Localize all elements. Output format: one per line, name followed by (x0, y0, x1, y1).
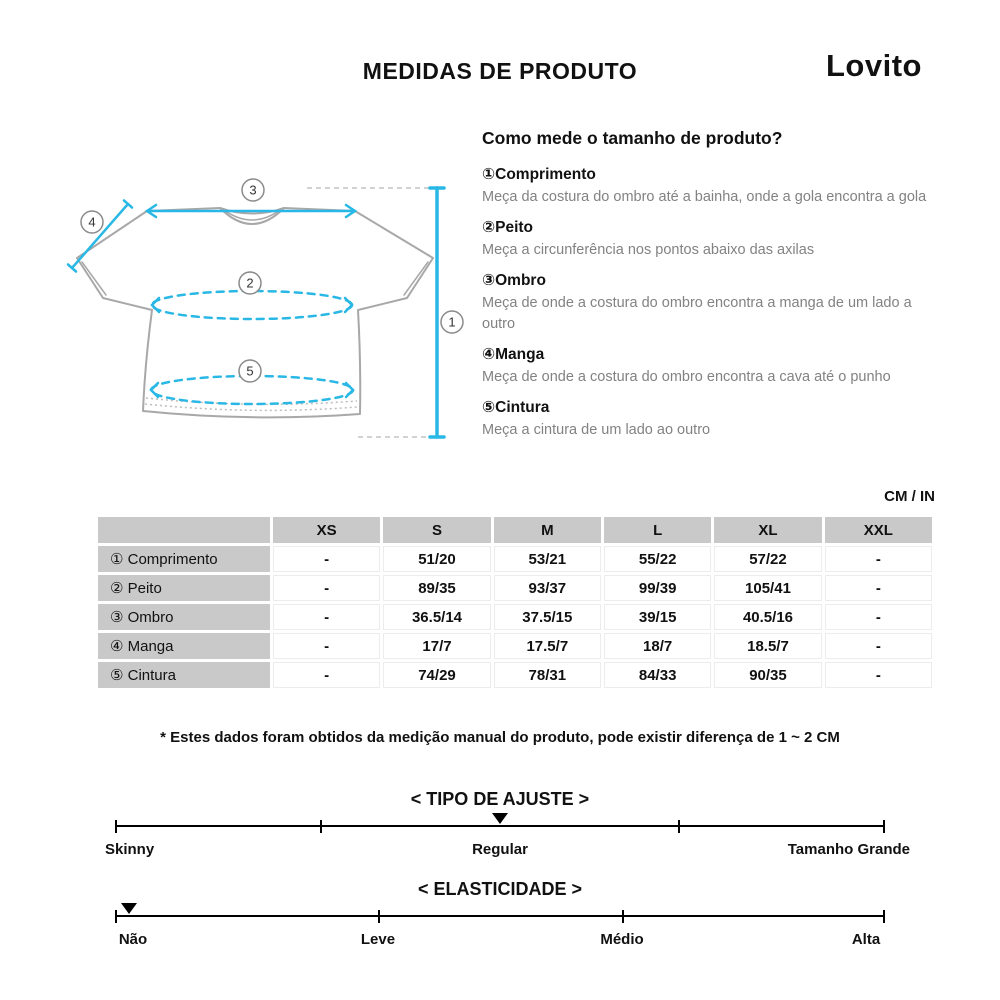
col-header-l: L (604, 517, 711, 543)
cell-value: 17/7 (383, 633, 490, 659)
cell-value: - (273, 604, 380, 630)
fit-scale-title: < TIPO DE AJUSTE > (410, 789, 590, 809)
row-label: ③ Ombro (98, 604, 270, 630)
measure-badge-chest (239, 272, 261, 294)
right-cuff-line (404, 262, 428, 295)
measure-badge-length (441, 311, 463, 333)
tshirt-diagram (55, 158, 475, 458)
fit-tick-end (883, 820, 885, 833)
guide-item-num: ④ (482, 346, 496, 363)
elasticity-tick-medio (622, 910, 624, 923)
cell-value: 53/21 (494, 546, 601, 572)
cell-value: 78/31 (494, 662, 601, 688)
table-corner-cell (98, 517, 270, 543)
cell-value: 57/22 (714, 546, 821, 572)
badge-number: 4 (88, 214, 96, 230)
row-label: ① Comprimento (98, 546, 270, 572)
guide-item-label: Comprimento (495, 166, 596, 183)
cell-value: - (273, 662, 380, 688)
guide-item-label: Ombro (495, 271, 546, 289)
elasticity-label-leve: Leve (360, 931, 396, 948)
tshirt-body-path (77, 208, 433, 417)
measure-badge-shoulder (242, 179, 264, 201)
fit-scale-line (115, 825, 885, 827)
table-row (98, 633, 932, 659)
elasticity-scale-title: < ELASTICIDADE > (417, 879, 583, 899)
waist-arrow-left (151, 383, 158, 397)
chest-ellipse (152, 291, 352, 319)
elasticity-marker-nao (121, 903, 137, 914)
elasticity-label-medio: Médio (600, 931, 644, 948)
cell-value: 90/35 (714, 662, 821, 688)
cell-value: 51/20 (383, 546, 490, 572)
table-row (98, 604, 932, 630)
length-measure-line (430, 188, 444, 437)
cell-value: - (825, 633, 932, 659)
waist-arrow-right (346, 383, 353, 397)
elasticity-scale-line (115, 915, 885, 948)
guide-item-manga (482, 345, 942, 364)
cell-value: 18.5/7 (714, 633, 821, 659)
measure-badge-sleeve (81, 211, 103, 233)
guide-item-desc: Meça da costura do ombro até a bainha, onde a gola encontra a gola (482, 189, 927, 205)
guide-item-cintura (482, 398, 942, 417)
cell-value: 36.5/14 (383, 604, 490, 630)
chest-arrow-left (152, 298, 159, 312)
cell-value: 18/7 (604, 633, 711, 659)
table-row (98, 546, 932, 572)
page-title: MEDIDAS DE PRODUTO (362, 58, 638, 84)
elasticity-tick-end (883, 910, 885, 923)
col-header-xxl: XXL (825, 517, 932, 543)
fit-marker-regular (492, 813, 508, 824)
size-table (95, 514, 935, 691)
shoulder-measure-line (147, 205, 355, 217)
cell-value: 39/15 (604, 604, 711, 630)
cell-value: 74/29 (383, 662, 490, 688)
guide-item-label: Manga (495, 346, 545, 363)
measure-guide (482, 128, 942, 451)
guide-item-ombro (482, 271, 942, 290)
guide-item-desc: Meça de onde a costura do ombro encontra a cava até o punho (482, 369, 891, 385)
guide-item-num: ② (482, 218, 496, 236)
cell-value: - (825, 575, 932, 601)
elasticity-label-nao: Não (118, 931, 148, 948)
table-row (98, 662, 932, 688)
elasticity-tick-leve (378, 910, 380, 923)
guide-item-label: Cintura (495, 398, 550, 416)
row-label: ② Peito (98, 575, 270, 601)
cell-value: 17.5/7 (494, 633, 601, 659)
fit-label-regular: Regular (472, 841, 528, 858)
badge-number: 1 (448, 314, 456, 330)
cell-value: 40.5/16 (714, 604, 821, 630)
elasticity-tick-start (115, 910, 117, 923)
cell-value: 99/39 (604, 575, 711, 601)
unit-label: CM / IN (884, 488, 935, 505)
tshirt-outline (77, 208, 433, 417)
col-header-xs: XS (273, 517, 380, 543)
cell-value: - (825, 662, 932, 688)
guide-item-comprimento (482, 165, 942, 184)
fit-label-tamanho-grande: Tamanho Grande (787, 841, 910, 858)
cell-value: 37.5/15 (494, 604, 601, 630)
measure-badge-waist (239, 360, 261, 382)
elasticity-label-alta: Alta (851, 931, 881, 948)
cell-value: - (273, 575, 380, 601)
row-label: ④ Manga (98, 633, 270, 659)
guide-item-desc: Meça a circunferência nos pontos abaixo das axilas (482, 241, 815, 258)
guide-item-num: ⑤ (482, 398, 496, 416)
chest-arrow-right (345, 298, 352, 312)
chest-measure-ellipse (152, 291, 352, 319)
cell-value: - (273, 546, 380, 572)
guide-item-desc: Meça a cintura de um lado ao outro (482, 421, 711, 438)
measurement-footnote: * Estes dados foram obtidos da medição manual do produto, pode existir diferença de 1 ~ 2 CM (160, 729, 840, 746)
table-header-row (98, 517, 932, 543)
cell-value: 84/33 (604, 662, 711, 688)
guide-item-label: Peito (495, 218, 534, 236)
cell-value: - (273, 633, 380, 659)
cell-value: - (825, 604, 932, 630)
cell-value: 89/35 (383, 575, 490, 601)
guide-item-desc: Meça de onde a costura do ombro encontra a manga de um lado a outro (482, 294, 912, 333)
fit-label-skinny: Skinny (105, 841, 155, 858)
col-header-m: M (494, 517, 601, 543)
col-header-xl: XL (714, 517, 821, 543)
left-cuff-line (82, 262, 106, 295)
badge-number: 5 (246, 363, 254, 379)
fit-tick-mid-left (320, 820, 322, 833)
row-label: ⑤ Cintura (98, 662, 270, 688)
cell-value: 93/37 (494, 575, 601, 601)
sleeve-measure-line (68, 201, 132, 272)
cell-value: - (825, 546, 932, 572)
badge-number: 2 (246, 275, 254, 291)
cell-value: 55/22 (604, 546, 711, 572)
brand-logo: Lovito (826, 48, 922, 83)
fit-tick-start (115, 820, 117, 833)
cell-value: 105/41 (714, 575, 821, 601)
table-row (98, 575, 932, 601)
guide-heading: Como mede o tamanho de produto? (482, 128, 783, 148)
guide-item-num: ① (482, 166, 496, 183)
guide-item-num: ③ (482, 271, 496, 289)
fit-tick-mid-right (678, 820, 680, 833)
badge-number: 3 (249, 182, 257, 198)
col-header-s: S (383, 517, 490, 543)
guide-item-peito (482, 218, 942, 237)
